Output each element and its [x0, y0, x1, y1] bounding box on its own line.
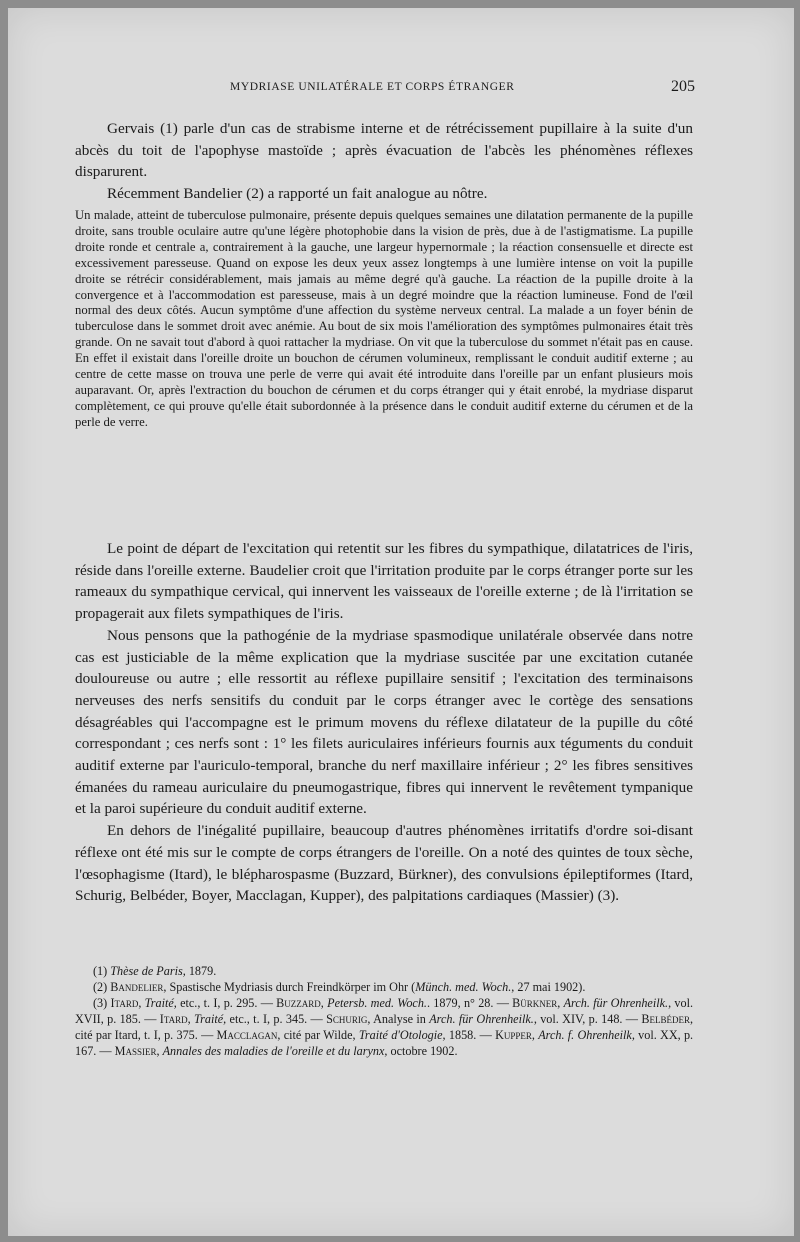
paragraph: Gervais (1) parle d'un cas de strabisme interne et de rétrécissement pupillaire à la suite d'un abcès du toit de l'apophyse mastoïde ; après évacuation de l'abcès les phénomènes réflexes disparurent.	[75, 120, 693, 181]
footnote-2: (2) Bandelier, Spastische Mydriasis durch Freindkörper im Ohr (Münch. med. Woch., 27 mai 1902).	[93, 980, 586, 994]
page-number: 205	[671, 78, 695, 95]
intro-text	[75, 118, 693, 205]
footnote-3: (3) Itard, Traité, etc., t. I, p. 295. — Buzzard, Petersb. med. Woch.. 1879, n° 28. — Bürkner, Arch. für Ohrenheilk., vol. XVII, p. 185. — Itard, Traité, etc., t. I, p. 345. — Schurig, Analyse in Arch. für Ohrenheilk., vol. XIV, p. 148. — Belbéder, cité par Itard, t. I, p. 375. — Macclagan, cité par Wilde, Traité d'Otologie, 1858. — Kupper, Arch. f. Ohrenheilk, vol. XX, p. 167. — Massier, Annales des maladies de l'oreille et du larynx, octobre 1902.	[75, 996, 694, 1058]
paragraph: Nous pensons que la pathogénie de la mydriase spasmodique unilatérale observée dans notre cas est justiciable de la même explication que la mydriase suscitée par une excitation cutanée douloureuse ou autre ; elle ressortit au réflexe pupillaire sensitif ; l'excitation des terminaisons nerveuses des nerfs sensitifs du conduit par le corps étranger avec le cortège des sensations désagréables qui l'accompagne est le primum movens du réflexe dilatateur de la pupille du côté correspondant ; ces nerfs sont : 1° les filets auriculaires inférieurs fournis aux téguments du conduit auditif externe par l'auriculo-temporal, branche du nerf maxillaire inférieur ; 2° les fibres sensitives émanées du rameau auriculaire du pneumogastrique, fibres qui innervent le revêtement tympanique et la paroi supérieure du conduit auditif externe.	[75, 626, 693, 818]
page-header	[75, 80, 695, 100]
paragraph: Le point de départ de l'excitation qui retentit sur les fibres du sympathique, dilatatrices de l'iris, réside dans l'oreille externe. Baudelier croit que l'irritation produite par le corps étranger porte sur les rameaux du sympathique cervical, qui innervent les vaisseaux de l'oreille externe ; de là l'irritation se propagerait aux filets sympathiques de l'iris.	[75, 540, 693, 623]
footnotes	[75, 963, 693, 1059]
quoted-case-report	[75, 208, 693, 431]
paragraph: Récemment Bandelier (2) a rapporté un fait analogue au nôtre.	[107, 185, 488, 203]
paragraph: En dehors de l'inégalité pupillaire, beaucoup d'autres phénomènes irritatifs d'ordre soi-disant réflexe ont été mis sur le compte de corps étrangers de l'oreille. On a noté des quintes de toux sèche, l'œsophagisme (Itard), le blépharospasme (Buzzard, Bürkner), des convulsions épileptiformes (Itard, Schurig, Belbéder, Boyer, Macclagan, Kupper), des palpitations cardiaques (Massier) (3).	[75, 822, 693, 905]
main-text	[75, 538, 693, 907]
case-report-text: Un malade, atteint de tuberculose pulmonaire, présente depuis quelques semaines une dilatation permanente de la pupille droite, sans trouble oculaire autre qu'une légère photophobie dans la vision de près, due à de l'astigmatisme. La pupille droite ronde et centrale a, contrairement à la gauche, une largeur hypernormale ; la réaction consensuelle et directe est excessivement paresseuse. Quand on expose les deux yeux assez longtemps à une lumière intense on voit la pupille droite se rétrécir considérablement, mais jamais au même degré qu'à gauche. La réaction de la pupille droite à la convergence et à l'accommodation est paresseuse, mais à un degré moindre que la réaction lumineuse. Fond de l'œil normal des deux côtés. Aucun symptôme d'une affection du système nerveux central. La malade a un foyer bénin de tuberculose dans le sommet droit avec anémie. Au bout de six mois l'amélioration des symptômes pulmonaires était très grande. On ne savait tout d'abord à quoi rattacher la mydriase. On vit que la tuberculose du sommet n'était pas en cause. En effet il existait dans l'oreille droite un bouchon de cérumen volumineux, remplissant le conduit auditif externe ; au centre de cette masse on trouva une perle de verre qui avait été introduite dans l'oreille par un enfant plusieurs mois auparavant. Or, après l'extraction du bouchon de cérumen et du corps étranger qui y était enrobé, la mydriase disparut complètement, ce qui prouve qu'elle était subordonnée à la présence dans le conduit auditif externe du cérumen et de la perle de verre.	[75, 208, 693, 429]
running-title: MYDRIASE UNILATÉRALE ET CORPS ÉTRANGER	[230, 81, 515, 93]
footnote-1: (1) Thèse de Paris, 1879.	[93, 964, 217, 978]
